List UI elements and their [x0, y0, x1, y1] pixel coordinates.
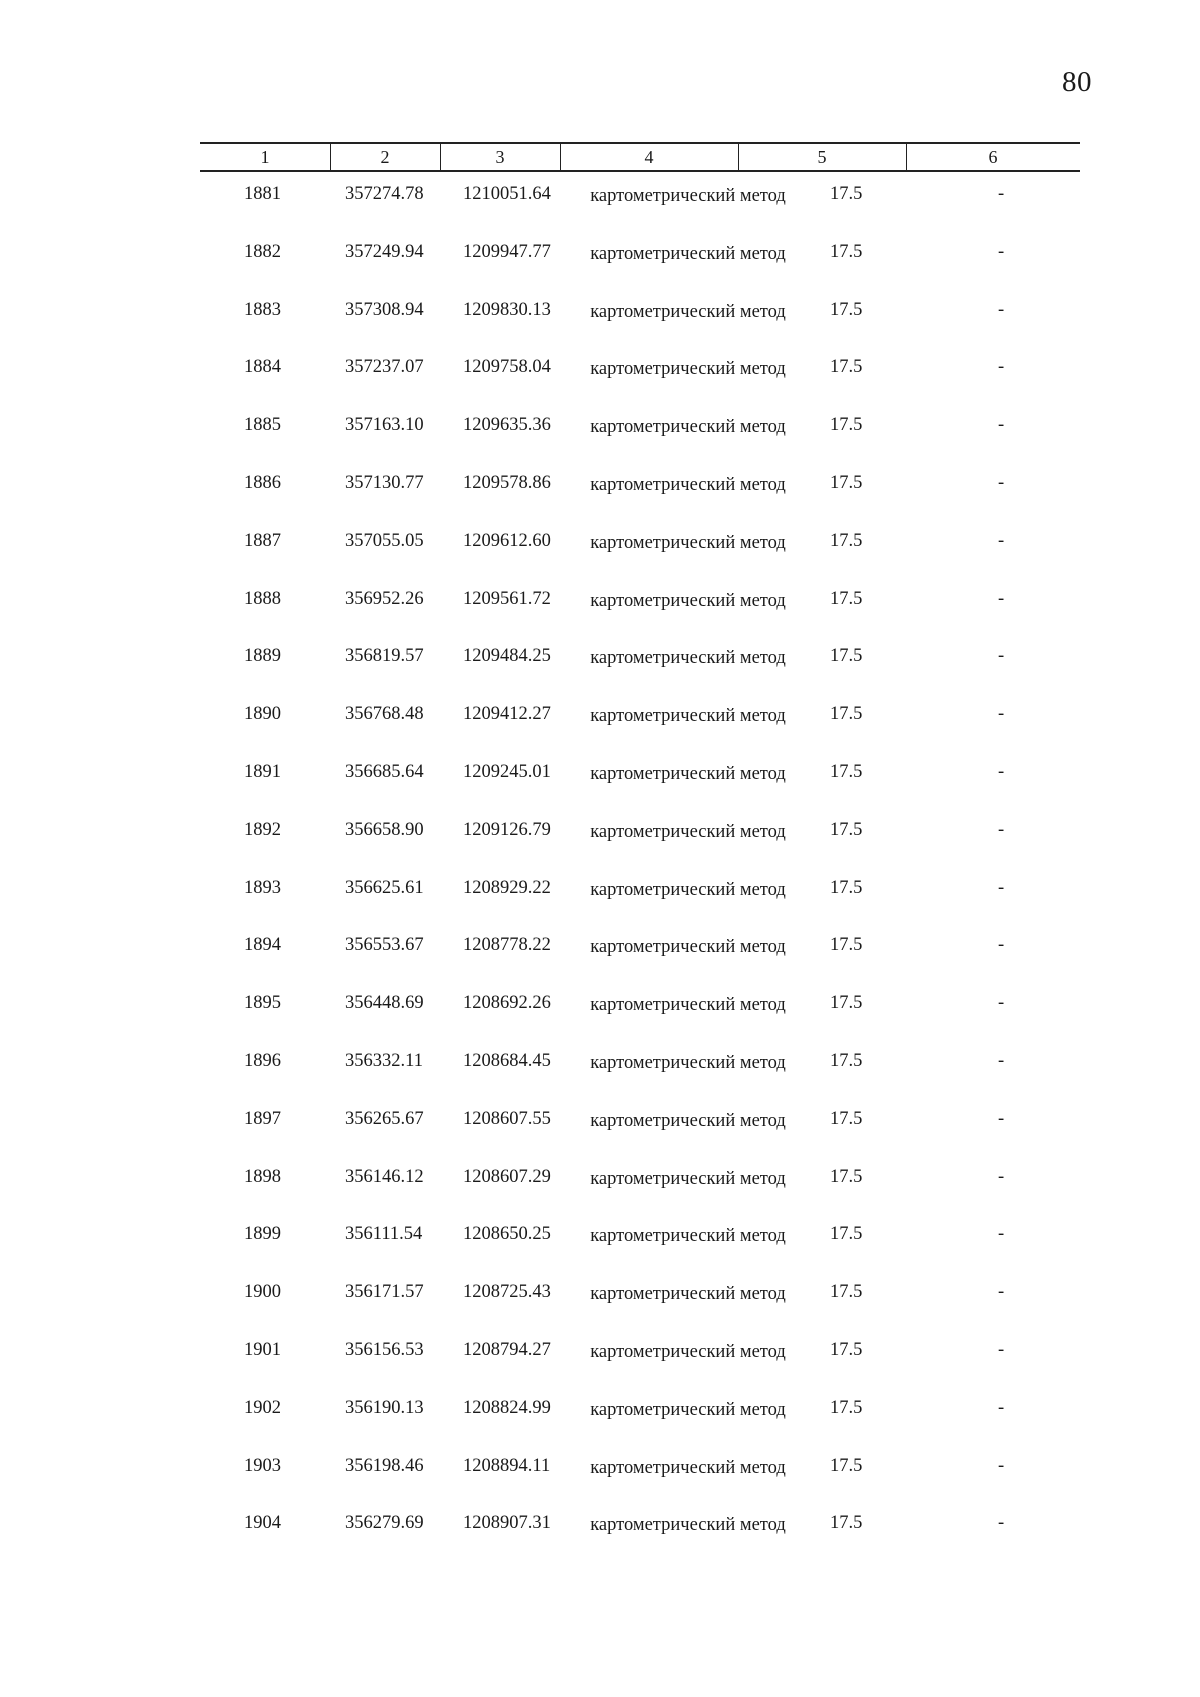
method-cell: картометрический метод: [590, 879, 786, 900]
accuracy-cell: 17.5: [830, 530, 863, 551]
table-row: [200, 589, 1080, 647]
point-number-cell: 1898: [244, 1166, 281, 1187]
point-number-cell: 1899: [244, 1224, 281, 1245]
method-cell: картометрический метод: [590, 532, 786, 553]
method-cell: картометрический метод: [590, 474, 786, 495]
y-coordinate-cell: 1209758.04: [463, 357, 551, 378]
note-cell: -: [998, 1050, 1005, 1071]
accuracy-cell: 17.5: [830, 1108, 863, 1129]
y-coordinate-cell: 1210051.64: [463, 184, 551, 204]
accuracy-cell: 17.5: [830, 1513, 863, 1534]
accuracy-cell: 17.5: [830, 1224, 863, 1245]
x-coordinate-cell: 356768.48: [345, 704, 424, 725]
note-cell: -: [998, 1397, 1005, 1418]
x-coordinate-cell: 356819.57: [345, 646, 424, 667]
accuracy-cell: 17.5: [830, 819, 863, 840]
point-number-cell: 1896: [244, 1050, 281, 1071]
note-cell: -: [998, 184, 1005, 204]
x-coordinate-cell: 356952.26: [345, 588, 424, 609]
method-cell: картометрический метод: [590, 243, 786, 264]
x-coordinate-cell: 357308.94: [345, 299, 424, 320]
y-coordinate-cell: 1208607.55: [463, 1108, 551, 1129]
note-cell: -: [998, 1282, 1005, 1303]
accuracy-cell: 17.5: [830, 646, 863, 667]
accuracy-cell: 17.5: [830, 877, 863, 898]
y-coordinate-cell: 1209635.36: [463, 415, 551, 436]
table-body: [200, 184, 1080, 1571]
point-number-cell: 1900: [244, 1282, 281, 1303]
y-coordinate-cell: 1208778.22: [463, 935, 551, 956]
point-number-cell: 1895: [244, 993, 281, 1014]
method-cell: картометрический метод: [590, 359, 786, 380]
note-cell: -: [998, 530, 1005, 551]
y-coordinate-cell: 1209126.79: [463, 819, 551, 840]
method-cell: картометрический метод: [590, 937, 786, 958]
note-cell: -: [998, 415, 1005, 436]
table-row: [200, 762, 1080, 820]
accuracy-cell: 17.5: [830, 357, 863, 378]
accuracy-cell: 17.5: [830, 472, 863, 493]
accuracy-cell: 17.5: [830, 704, 863, 725]
point-number-cell: 1894: [244, 935, 281, 956]
note-cell: -: [998, 1339, 1005, 1360]
note-cell: -: [998, 241, 1005, 262]
method-cell: картометрический метод: [590, 301, 786, 322]
method-cell: картометрический метод: [590, 1457, 786, 1478]
point-number-cell: 1890: [244, 704, 281, 725]
method-cell: картометрический метод: [590, 706, 786, 727]
point-number-cell: 1893: [244, 877, 281, 898]
coordinates-table: [200, 142, 1080, 1536]
y-coordinate-cell: 1209612.60: [463, 530, 551, 551]
y-coordinate-cell: 1208794.27: [463, 1339, 551, 1360]
y-coordinate-cell: 1208684.45: [463, 1050, 551, 1071]
method-cell: картометрический метод: [590, 1168, 786, 1189]
y-coordinate-cell: 1209830.13: [463, 299, 551, 320]
table-row: [200, 820, 1080, 878]
accuracy-cell: 17.5: [830, 415, 863, 436]
point-number-cell: 1886: [244, 472, 281, 493]
point-number-cell: 1904: [244, 1513, 281, 1534]
method-cell: картометрический метод: [590, 1515, 786, 1536]
accuracy-cell: 17.5: [830, 1282, 863, 1303]
point-number-cell: 1892: [244, 819, 281, 840]
point-number-cell: 1887: [244, 530, 281, 551]
method-cell: картометрический метод: [590, 821, 786, 842]
y-coordinate-cell: 1208894.11: [463, 1455, 551, 1476]
page-number: 80: [1062, 66, 1092, 98]
y-coordinate-cell: 1209412.27: [463, 704, 551, 725]
column-header-3: 3: [495, 147, 505, 167]
point-number-cell: 1891: [244, 761, 281, 782]
accuracy-cell: 17.5: [830, 241, 863, 262]
table-row: [200, 300, 1080, 358]
note-cell: -: [998, 357, 1005, 378]
x-coordinate-cell: 357237.07: [345, 357, 424, 378]
table-row: [200, 1051, 1080, 1109]
method-cell: картометрический метод: [590, 1399, 786, 1420]
x-coordinate-cell: 356111.54: [345, 1224, 423, 1245]
method-cell: картометрический метод: [590, 763, 786, 784]
y-coordinate-cell: 1208929.22: [463, 877, 551, 898]
note-cell: -: [998, 646, 1005, 667]
point-number-cell: 1902: [244, 1397, 281, 1418]
x-coordinate-cell: 356190.13: [345, 1397, 424, 1418]
method-cell: картометрический метод: [590, 648, 786, 669]
point-number-cell: 1883: [244, 299, 281, 320]
accuracy-cell: 17.5: [830, 1050, 863, 1071]
table-row: [200, 1224, 1080, 1282]
y-coordinate-cell: 1208607.29: [463, 1166, 551, 1187]
table-row: [200, 1167, 1080, 1225]
table-header: [200, 142, 1080, 172]
point-number-cell: 1884: [244, 357, 281, 378]
table-row: [200, 1109, 1080, 1167]
column-header-4: 4: [644, 147, 654, 167]
x-coordinate-cell: 356279.69: [345, 1513, 424, 1534]
point-number-cell: 1889: [244, 646, 281, 667]
y-coordinate-cell: 1208725.43: [463, 1282, 551, 1303]
method-cell: картометрический метод: [590, 417, 786, 438]
method-cell: картометрический метод: [590, 1110, 786, 1131]
accuracy-cell: 17.5: [830, 1397, 863, 1418]
y-coordinate-cell: 1209947.77: [463, 241, 551, 262]
accuracy-cell: 17.5: [830, 184, 863, 204]
note-cell: -: [998, 993, 1005, 1014]
note-cell: -: [998, 935, 1005, 956]
x-coordinate-cell: 356265.67: [345, 1108, 424, 1129]
y-coordinate-cell: 1208650.25: [463, 1224, 551, 1245]
x-coordinate-cell: 356685.64: [345, 761, 424, 782]
method-cell: картометрический метод: [590, 1052, 786, 1073]
point-number-cell: 1881: [244, 184, 281, 204]
x-coordinate-cell: 356171.57: [345, 1282, 424, 1303]
accuracy-cell: 17.5: [830, 1166, 863, 1187]
table-row: [200, 646, 1080, 704]
note-cell: -: [998, 299, 1005, 320]
point-number-cell: 1885: [244, 415, 281, 436]
y-coordinate-cell: 1209484.25: [463, 646, 551, 667]
y-coordinate-cell: 1208692.26: [463, 993, 551, 1014]
x-coordinate-cell: 356198.46: [345, 1455, 424, 1476]
x-coordinate-cell: 357249.94: [345, 241, 424, 262]
note-cell: -: [998, 1108, 1005, 1129]
y-coordinate-cell: 1209245.01: [463, 761, 551, 782]
table-row: [200, 993, 1080, 1051]
column-header-5: 5: [817, 147, 827, 167]
note-cell: -: [998, 1224, 1005, 1245]
table-row: [200, 704, 1080, 762]
y-coordinate-cell: 1208824.99: [463, 1397, 551, 1418]
column-header-1: 1: [260, 147, 270, 167]
method-cell: картометрический метод: [590, 995, 786, 1016]
note-cell: -: [998, 704, 1005, 725]
table-row: [200, 531, 1080, 589]
x-coordinate-cell: 356146.12: [345, 1166, 424, 1187]
note-cell: -: [998, 761, 1005, 782]
table-row: [200, 1513, 1080, 1571]
y-coordinate-cell: 1209578.86: [463, 472, 551, 493]
method-cell: картометрический метод: [590, 1284, 786, 1305]
table-row: [200, 1456, 1080, 1514]
point-number-cell: 1903: [244, 1455, 281, 1476]
note-cell: -: [998, 472, 1005, 493]
note-cell: -: [998, 1166, 1005, 1187]
column-header-6: 6: [988, 147, 998, 167]
x-coordinate-cell: 357163.10: [345, 415, 424, 436]
accuracy-cell: 17.5: [830, 299, 863, 320]
table-row: [200, 242, 1080, 300]
table-row: [200, 1398, 1080, 1456]
accuracy-cell: 17.5: [830, 935, 863, 956]
x-coordinate-cell: 356553.67: [345, 935, 424, 956]
x-coordinate-cell: 356156.53: [345, 1339, 424, 1360]
table-row: [200, 357, 1080, 415]
x-coordinate-cell: 357055.05: [345, 530, 424, 551]
x-coordinate-cell: 356332.11: [345, 1050, 423, 1071]
note-cell: -: [998, 877, 1005, 898]
column-header-2: 2: [380, 147, 390, 167]
x-coordinate-cell: 357274.78: [345, 184, 424, 204]
point-number-cell: 1901: [244, 1339, 281, 1360]
point-number-cell: 1882: [244, 241, 281, 262]
x-coordinate-cell: 357130.77: [345, 472, 424, 493]
accuracy-cell: 17.5: [830, 993, 863, 1014]
x-coordinate-cell: 356448.69: [345, 993, 424, 1014]
method-cell: картометрический метод: [590, 590, 786, 611]
point-number-cell: 1897: [244, 1108, 281, 1129]
table-row: [200, 878, 1080, 936]
accuracy-cell: 17.5: [830, 761, 863, 782]
note-cell: -: [998, 588, 1005, 609]
accuracy-cell: 17.5: [830, 1455, 863, 1476]
table-row: [200, 184, 1080, 242]
accuracy-cell: 17.5: [830, 1339, 863, 1360]
table-row: [200, 1282, 1080, 1340]
table-row: [200, 473, 1080, 531]
x-coordinate-cell: 356658.90: [345, 819, 424, 840]
note-cell: -: [998, 1455, 1005, 1476]
x-coordinate-cell: 356625.61: [345, 877, 424, 898]
accuracy-cell: 17.5: [830, 588, 863, 609]
point-number-cell: 1888: [244, 588, 281, 609]
method-cell: картометрический метод: [590, 1341, 786, 1362]
table-row: [200, 415, 1080, 473]
y-coordinate-cell: 1208907.31: [463, 1513, 551, 1534]
note-cell: -: [998, 819, 1005, 840]
table-row: [200, 1340, 1080, 1398]
y-coordinate-cell: 1209561.72: [463, 588, 551, 609]
method-cell: картометрический метод: [590, 1226, 786, 1247]
note-cell: -: [998, 1513, 1005, 1534]
table-row: [200, 935, 1080, 993]
method-cell: картометрический метод: [590, 186, 786, 206]
